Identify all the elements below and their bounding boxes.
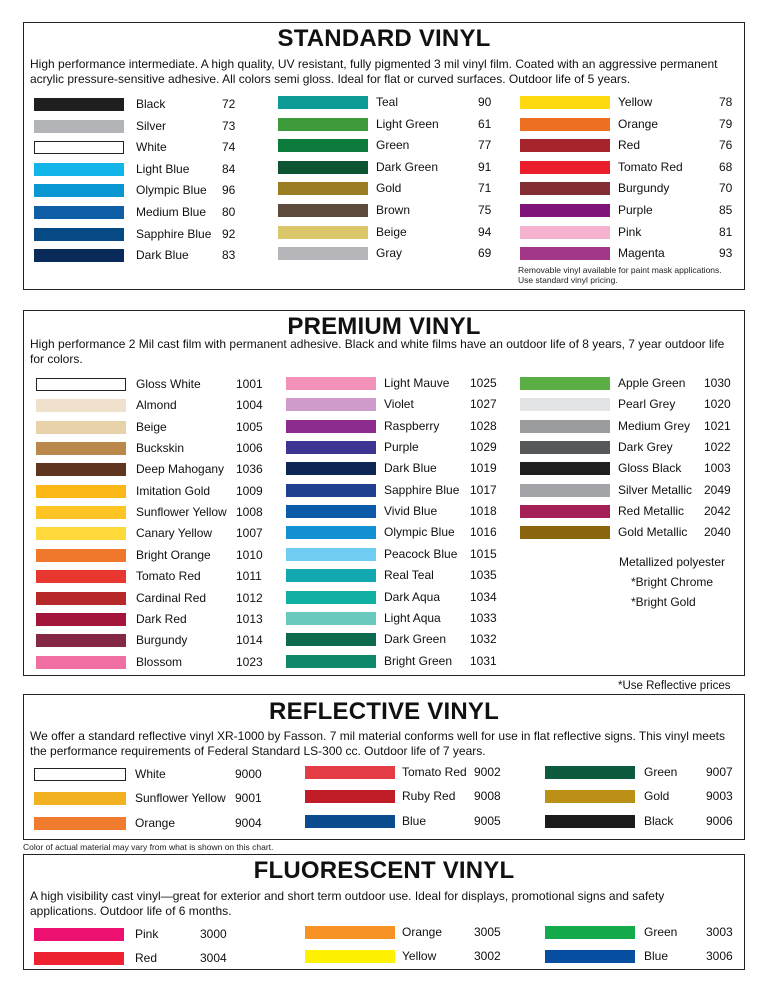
- color-swatch: [286, 633, 376, 646]
- color-swatch: [520, 204, 610, 217]
- color-code: 93: [719, 246, 733, 261]
- color-name: Silver: [136, 118, 167, 133]
- color-code: 61: [478, 116, 492, 131]
- color-code: 69: [478, 246, 492, 261]
- color-swatch: [520, 484, 610, 497]
- color-name: Ruby Red: [402, 789, 456, 804]
- color-code: 84: [222, 161, 236, 176]
- color-name: Tomato Red: [618, 159, 683, 174]
- color-name: Cardinal Red: [136, 590, 207, 605]
- color-name: Dark Red: [136, 611, 187, 626]
- color-name: Blue: [644, 949, 669, 963]
- color-name: Silver Metallic: [618, 482, 693, 497]
- color-code: 91: [478, 159, 492, 174]
- color-swatch: [520, 441, 610, 454]
- color-name: Dark Blue: [384, 461, 437, 476]
- color-code: 1016: [470, 525, 497, 540]
- color-name: Light Mauve: [384, 376, 450, 390]
- color-name: Yellow: [618, 95, 653, 109]
- color-code: 1036: [236, 462, 263, 477]
- color-name: Canary Yellow: [136, 526, 213, 541]
- color-swatch: [286, 612, 376, 625]
- color-code: 1008: [236, 505, 263, 520]
- metallized-item: *Bright Chrome: [631, 575, 714, 589]
- color-name: Green: [644, 765, 678, 779]
- color-swatch-row: [24, 812, 744, 832]
- color-swatch: [520, 462, 610, 475]
- color-swatch: [520, 96, 610, 109]
- removable-note: Removable vinyl available for paint mask applications. Use standard vinyl pricing.: [518, 265, 722, 285]
- color-swatch-row: [24, 652, 744, 672]
- color-swatch-row: [24, 502, 744, 522]
- color-code: 9000: [235, 767, 262, 781]
- section-title: PREMIUM VINYL: [287, 313, 481, 340]
- color-swatch: [520, 247, 610, 260]
- color-swatch: [545, 950, 635, 963]
- reflective-vinyl-section: [23, 694, 745, 840]
- color-swatch: [286, 655, 376, 668]
- color-name: Orange: [402, 925, 443, 939]
- color-swatch-row: [24, 923, 744, 943]
- color-name: Sapphire Blue: [384, 482, 460, 497]
- color-name: Red: [618, 138, 641, 153]
- color-name: Violet: [384, 397, 414, 412]
- color-code: 73: [222, 118, 236, 133]
- color-swatch: [286, 569, 376, 582]
- color-code: 1001: [236, 377, 263, 391]
- color-code: 1033: [470, 610, 497, 625]
- color-name: Yellow: [402, 949, 437, 963]
- color-code: 81: [719, 224, 733, 239]
- color-code: 9004: [235, 815, 262, 830]
- color-code: 3003: [706, 925, 733, 939]
- section-description: High performance 2 Mil cast film with permanent adhesive. Black and white films have an outdoor life of 8 years, 7 year outdoor life for colors.: [30, 337, 725, 366]
- color-swatch-row: [24, 787, 744, 807]
- color-name: Imitation Gold: [136, 483, 211, 498]
- color-name: Dark Blue: [136, 248, 189, 263]
- color-name: Sunflower Yellow: [135, 791, 226, 806]
- color-swatch: [520, 182, 610, 195]
- color-name: Pink: [618, 224, 642, 239]
- color-name: Black: [644, 813, 674, 828]
- color-code: 1028: [470, 418, 497, 433]
- color-swatch: [520, 420, 610, 433]
- color-code: 1031: [470, 653, 497, 668]
- color-swatch-row: [24, 374, 744, 394]
- color-name: Green: [376, 138, 410, 153]
- standard-vinyl-section: [23, 22, 745, 290]
- color-swatch: [520, 118, 610, 131]
- color-code: 1011: [236, 569, 262, 584]
- color-code: 1021: [704, 418, 731, 433]
- color-name: Beige: [136, 419, 167, 434]
- color-code: 1004: [236, 398, 263, 413]
- color-code: 1009: [236, 483, 263, 498]
- color-code: 76: [719, 138, 733, 153]
- color-name: Dark Green: [376, 159, 439, 174]
- color-code: 9006: [706, 813, 733, 828]
- color-code: 78: [719, 95, 733, 109]
- color-swatch: [520, 226, 610, 239]
- color-name: Dark Grey: [618, 440, 673, 455]
- color-name: Burgundy: [618, 181, 670, 196]
- color-name: Peacock Blue: [384, 546, 458, 561]
- color-swatch: [545, 766, 635, 779]
- color-code: 92: [222, 226, 236, 241]
- color-name: Pearl Grey: [618, 397, 676, 412]
- color-code: 9005: [474, 813, 501, 828]
- color-code: 9002: [474, 765, 501, 779]
- color-swatch-row: [24, 763, 744, 783]
- color-name: White: [136, 140, 167, 155]
- section-description: High performance intermediate. A high quality, UV resistant, fully pigmented 3 mil vinyl film. Coated with an aggressive permanent acrylic pressure-sensitive adhesive. All colors semi gloss. Ideal for flat or curved surfaces. Outdoor life of 5 years.: [30, 57, 718, 86]
- color-code: 71: [478, 181, 492, 196]
- color-code: 68: [719, 159, 733, 174]
- color-swatch: [286, 548, 376, 561]
- color-swatch-row: [24, 115, 744, 135]
- color-swatch: [545, 815, 635, 828]
- color-name: Dark Green: [384, 632, 447, 647]
- color-swatch-row: [24, 244, 744, 264]
- color-swatch-row: [24, 158, 744, 178]
- color-code: 1023: [236, 654, 263, 669]
- color-code: 1014: [236, 633, 263, 648]
- color-code: 3006: [706, 949, 733, 963]
- color-code: 2049: [704, 482, 731, 497]
- color-name: Orange: [135, 815, 176, 830]
- color-name: Light Green: [376, 116, 439, 131]
- section-title: REFLECTIVE VINYL: [269, 698, 499, 725]
- color-swatch-row: [24, 223, 744, 243]
- color-name: White: [135, 767, 166, 781]
- color-code: 1029: [470, 440, 497, 455]
- color-swatch: [545, 790, 635, 803]
- color-code: 80: [222, 205, 236, 219]
- color-name: Beige: [376, 224, 407, 239]
- color-code: 1018: [470, 504, 497, 519]
- color-name: Tomato Red: [136, 569, 201, 584]
- color-name: Buckskin: [136, 441, 185, 456]
- color-swatch-row: [24, 459, 744, 479]
- color-code: 72: [222, 97, 236, 111]
- color-code: 3000: [200, 927, 227, 941]
- color-code: 1035: [470, 568, 497, 583]
- color-name: Purple: [384, 440, 419, 455]
- color-name: Light Blue: [136, 161, 190, 176]
- color-code: 1015: [470, 546, 497, 561]
- color-code: 1020: [704, 397, 731, 412]
- section-description: We offer a standard reflective vinyl XR-1000 by Fasson. 7 mil material conforms well for use in flat reflective signs. This vinyl meets the performance requirements of Federal Standard LS-300 cc. Outdoor life of 7 years.: [30, 729, 725, 758]
- color-code: 3005: [474, 925, 501, 939]
- color-code: 1003: [704, 461, 731, 476]
- color-code: 1025: [470, 376, 497, 390]
- color-code: 1006: [236, 441, 263, 456]
- color-name: Deep Mahogany: [136, 462, 225, 477]
- color-name: Medium Grey: [618, 418, 691, 433]
- color-name: Gold: [376, 181, 402, 196]
- color-name: Gray: [376, 246, 403, 261]
- color-code: 1032: [470, 632, 497, 647]
- color-code: 70: [719, 181, 733, 196]
- color-swatch-row: [24, 630, 744, 650]
- color-code: 79: [719, 116, 733, 131]
- color-code: 1034: [470, 589, 497, 604]
- color-name: Teal: [376, 95, 399, 109]
- color-code: 75: [478, 203, 492, 217]
- color-code: 1019: [470, 461, 497, 476]
- color-name: Dark Aqua: [384, 589, 441, 604]
- color-code: 3002: [474, 949, 501, 963]
- color-name: Gloss Black: [618, 461, 682, 476]
- color-code: 83: [222, 248, 236, 263]
- color-code: 1022: [704, 440, 731, 455]
- color-swatch: [520, 139, 610, 152]
- color-swatch: [520, 398, 610, 411]
- color-swatch: [545, 926, 635, 939]
- color-name: Bright Green: [384, 653, 453, 668]
- color-name: Medium Blue: [136, 205, 207, 219]
- color-code: 9001: [235, 791, 262, 806]
- color-swatch-row: [24, 136, 744, 156]
- color-swatch: [286, 591, 376, 604]
- color-swatch-row: [24, 523, 744, 543]
- color-name: Green: [644, 925, 678, 939]
- color-name: Burgundy: [136, 633, 188, 648]
- color-name: Vivid Blue: [384, 504, 438, 519]
- section-description: A high visibility cast vinyl—great for exterior and short term outdoor use. Ideal for displays, promotional signs and safety applications. Outdoor life of 6 months.: [30, 889, 665, 918]
- color-name: Blue: [402, 813, 427, 828]
- color-name: Blossom: [136, 654, 183, 669]
- color-disclaimer: Color of actual material may vary from what is shown on this chart.: [23, 842, 274, 852]
- color-name: Gold Metallic: [618, 525, 688, 540]
- color-name: Gloss White: [136, 377, 201, 391]
- color-name: Real Teal: [384, 568, 434, 583]
- color-swatch-row: [24, 481, 744, 501]
- color-name: Sapphire Blue: [136, 226, 212, 241]
- color-name: Pink: [135, 927, 159, 941]
- color-name: Apple Green: [618, 376, 686, 390]
- color-swatch: [520, 161, 610, 174]
- premium-vinyl-section: [23, 310, 745, 676]
- color-code: 1012: [236, 590, 263, 605]
- color-swatch-row: [24, 438, 744, 458]
- color-swatch-row: [24, 179, 744, 199]
- color-name: Almond: [136, 398, 177, 413]
- color-code: 1005: [236, 419, 263, 434]
- color-swatch-row: [24, 947, 744, 967]
- color-name: Light Aqua: [384, 610, 441, 625]
- color-swatch: [520, 377, 610, 390]
- color-swatch-row: [24, 395, 744, 415]
- color-code: 96: [222, 183, 236, 198]
- color-name: Olympic Blue: [384, 525, 455, 540]
- color-name: Olympic Blue: [136, 183, 207, 198]
- color-name: Magenta: [618, 246, 665, 261]
- color-code: 3004: [200, 951, 227, 965]
- color-name: Sunflower Yellow: [136, 505, 227, 520]
- reflective-prices-footnote: *Use Reflective prices: [618, 680, 731, 692]
- color-swatch-row: [24, 417, 744, 437]
- color-code: 2040: [704, 525, 731, 540]
- color-swatch-row: [24, 609, 744, 629]
- color-code: 85: [719, 203, 733, 217]
- color-code: 94: [478, 224, 492, 239]
- color-code: 1007: [236, 526, 263, 541]
- color-name: Red Metallic: [618, 504, 685, 519]
- color-name: Bright Orange: [136, 547, 211, 562]
- color-code: 90: [478, 95, 492, 109]
- color-name: Red: [135, 951, 158, 965]
- color-code: 2042: [704, 504, 731, 519]
- color-code: 9003: [706, 789, 733, 804]
- color-swatch-row: [24, 201, 744, 221]
- color-swatch-row: [24, 93, 744, 113]
- color-code: 1013: [236, 611, 263, 626]
- color-code: 1030: [704, 376, 731, 390]
- color-code: 9007: [706, 765, 733, 779]
- fluorescent-vinyl-section: [23, 854, 745, 970]
- color-code: 1010: [236, 547, 263, 562]
- color-name: Raspberry: [384, 418, 440, 433]
- metallized-label: Metallized polyester: [619, 555, 726, 569]
- section-title: FLUORESCENT VINYL: [253, 857, 515, 884]
- color-code: 9008: [474, 789, 501, 804]
- metallized-item: *Bright Gold: [631, 595, 696, 609]
- section-title: STANDARD VINYL: [277, 25, 491, 52]
- color-name: Black: [136, 97, 166, 111]
- color-swatch: [520, 526, 610, 539]
- color-name: Gold: [644, 789, 670, 804]
- color-code: 1027: [470, 397, 497, 412]
- color-code: 74: [222, 140, 236, 155]
- color-code: 1017: [470, 482, 497, 497]
- color-name: Orange: [618, 116, 659, 131]
- color-name: Brown: [376, 203, 411, 217]
- color-name: Tomato Red: [402, 765, 467, 779]
- color-name: Purple: [618, 203, 653, 217]
- color-code: 77: [478, 138, 492, 153]
- color-swatch: [520, 505, 610, 518]
